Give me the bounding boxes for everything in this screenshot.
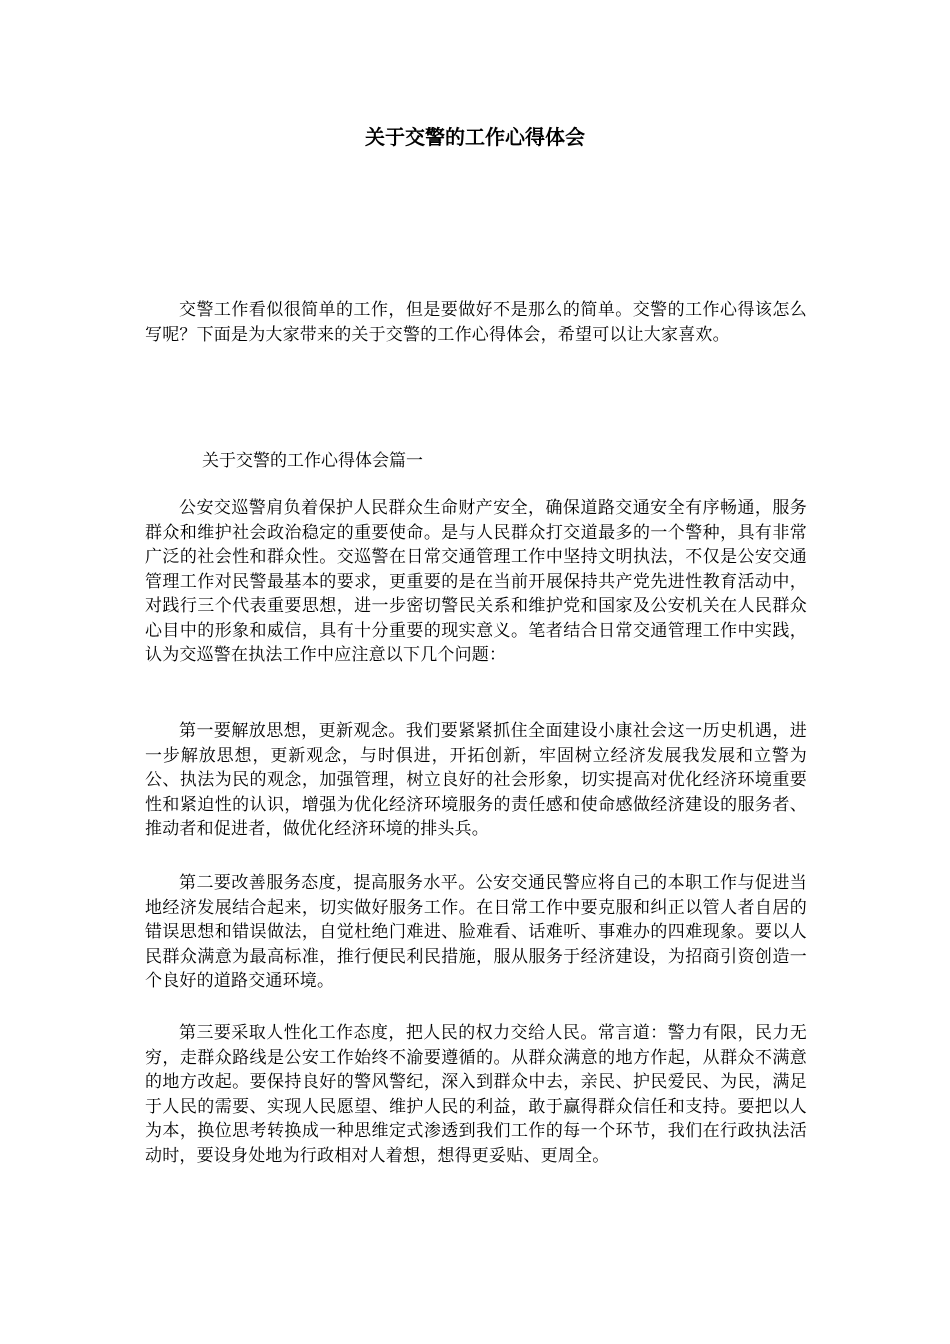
body-paragraph-1: 公安交巡警肩负着保护人民群众生命财产安全，确保道路交通安全有序畅通，服务群众和维护社会政治稳定的重要使命。是与人民群众打交道最多的一个警种，具有非常广泛的社会性和群众性。交巡警在日常交通管理工作中坚持文明执法，不仅是公安交通管理工作对民警最基本的要求，更重要的是在当前开展保持共产党先进性教育活动中，对践行三个代表重要思想，进一步密切警民关系和维护党和国家及公安机关在人民群众心目中的形象和威信，具有十分重要的现实意义。笔者结合日常交通管理工作中实践，认为交巡警在执法工作中应注意以下几个问题： — [145, 498, 807, 665]
intro-paragraph: 交警工作看似很简单的工作，但是要做好不是那么的简单。交警的工作心得该怎么写呢？下面是为大家带来的关于交警的工作心得体会，希望可以让大家喜欢。 — [145, 300, 807, 345]
body-paragraph-4: 第三要采取人性化工作态度，把人民的权力交给人民。常言道：警力有限，民力无穷，走群众路线是公安工作始终不渝要遵循的。从群众满意的地方作起，从群众不满意的地方改起。要保持良好的警风警纪，深入到群众中去，亲民、护民爱民、为民，满足于人民的需要、实现人民愿望、维护人民的利益，敢于赢得群众信任和支持。要把以人为本，换位思考转换成一种思维定式渗透到我们工作的每一个环节，我们在行政执法活动时，要设身处地为行政相对人着想，想得更妥贴、更周全。 — [145, 1023, 807, 1166]
body-paragraph-2: 第一要解放思想，更新观念。我们要紧紧抓住全面建设小康社会这一历史机遇，进一步解放思想，更新观念，与时俱进，开拓创新，牢固树立经济发展我发展和立警为公、执法为民的观念，加强管理，树立良好的社会形象，切实提高对优化经济环境重要性和紧迫性的认识，增强为优化经济环境服务的责任感和使命感做经济建设的服务者、推动者和促进者，做优化经济环境的排头兵。 — [145, 721, 807, 839]
section-heading: 关于交警的工作心得体会篇一 — [202, 451, 423, 471]
body-paragraph-3: 第二要改善服务态度，提高服务水平。公安交通民警应将自己的本职工作与促进当地经济发展结合起来，切实做好服务工作。在日常工作中要克服和纠正以管人者自居的错误思想和错误做法，自觉杜绝门难进、脸难看、话难听、事难办的四难现象。要以人民群众满意为最高标准，推行便民利民措施，服从服务于经济建设，为招商引资创造一个良好的道路交通环境。 — [145, 873, 807, 991]
document-title: 关于交警的工作心得体会 — [365, 125, 585, 149]
